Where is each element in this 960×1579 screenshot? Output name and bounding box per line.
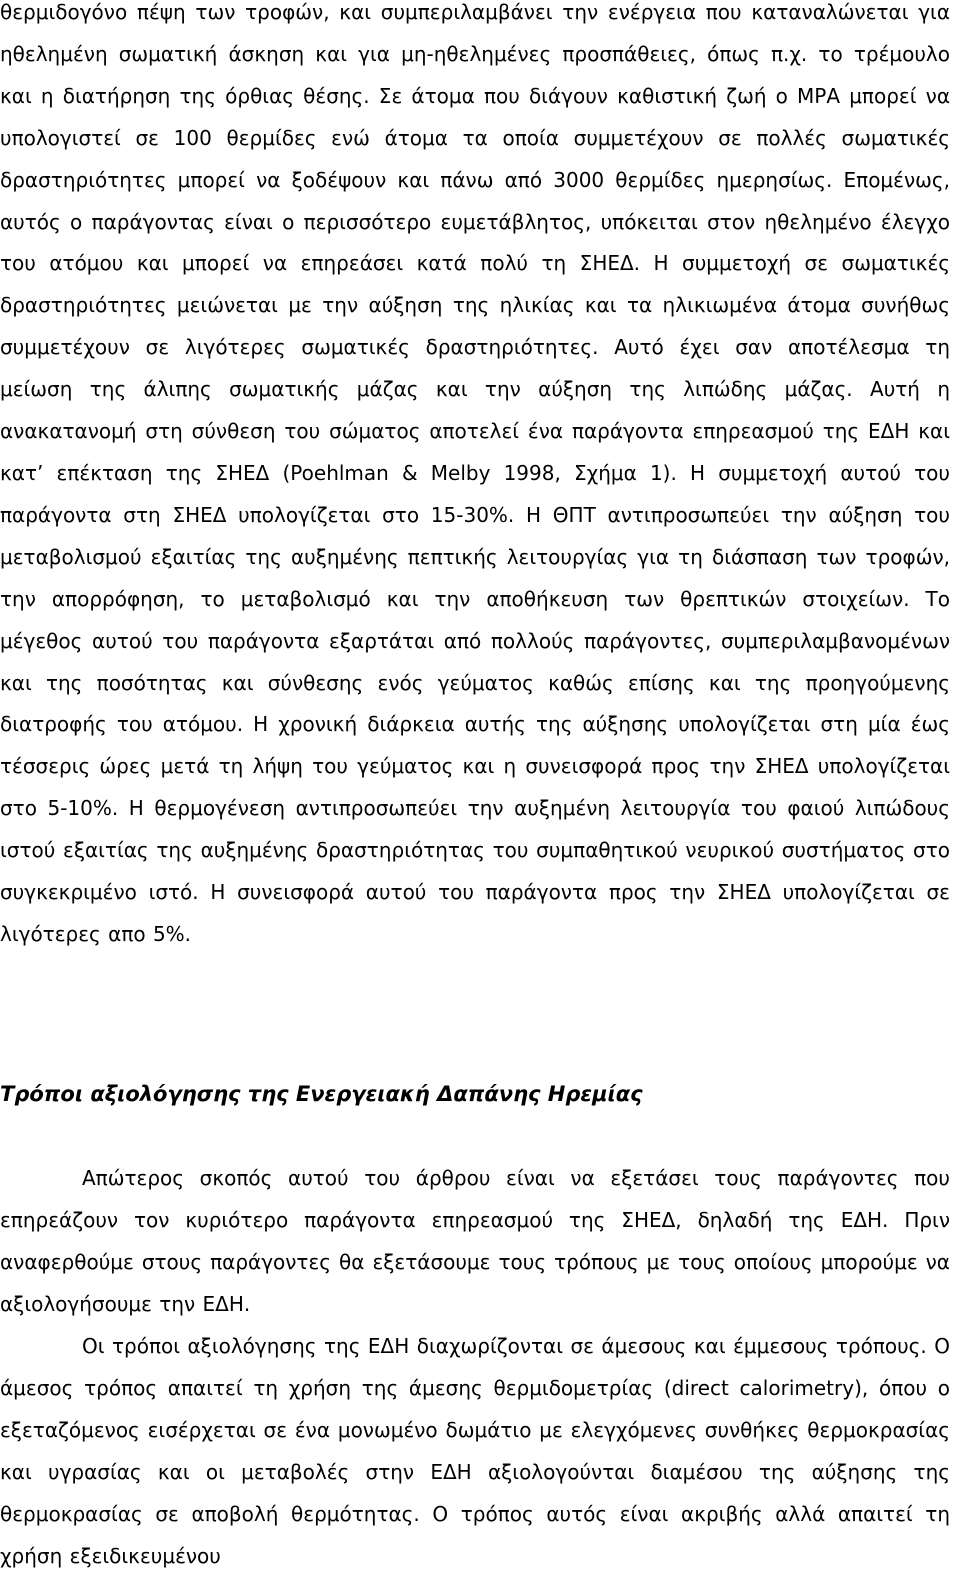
body-paragraph-3: Οι τρόποι αξιολόγησης της ΕΔΗ διαχωρίζονται σε άμεσους και έμμεσους τρόπους. Ο άμεσος τρόπος απαιτεί τη χρήση της άμεσης θερμιδομετρίας (direct calorimetry), όπου ο εξεταζόμενος εισέρχεται σε ένα μονωμένο δωμάτιο με ελεγχόμενες συνθήκες θερμοκρασίας και υγρασίας και οι μεταβολές στην ΕΔΗ αξιολογούνται διαμέσου της αύξησης της θερμοκρασίας σε αποβολή θερμότητας. Ο τρόπος αυτός είναι ακριβής αλλά απαιτεί τη χρήση εξειδικευμένου [0,1334,950,1568]
body-paragraph-1: θερμιδογόνο πέψη των τροφών, και συμπεριλαμβάνει την ενέργεια που καταναλώνεται για ηθελημένη σωματική άσκηση και για μη-ηθελημένες προσπάθειες, όπως π.χ. το τρέμουλο και η διατήρηση της όρθιας θέσης. Σε άτομα που διάγουν καθιστική ζωή ο ΜΡΑ μπορεί να υπολογιστεί σε 100 θερμίδες ενώ άτομα τα οποία συμμετέχουν σε πολλές σωματικές δραστηριότητες μπορεί να ξοδέψουν και πάνω από 3000 θερμίδες ημερησίως. Επομένως, αυτός ο παράγοντας είναι ο περισσότερο ευμετάβλητος, υπόκειται στον ηθελημένο έλεγχο του ατόμου και μπορεί να επηρεάσει κατά πολύ τη ΣΗΕΔ. Η συμμετοχή σε σωματικές δραστηριότητες μειώνεται με την αύξηση της ηλικίας και τα ηλικιωμένα άτομα συνήθως συμμετέχουν σε λιγότερες σωματικές δραστηριότητες. Αυτό έχει σαν αποτέλεσμα τη μείωση της άλιπης σωματικής μάζας και την αύξηση της λιπώδης μάζας. Αυτή η ανακατανομή στη σύνθεση του σώματος αποτελεί ένα παράγοντα επηρεασμού της ΕΔΗ και κατ’ επέκταση της ΣΗΕΔ (Poehlman & Melby 1998, Σχήμα 1). Η συμμετοχή αυτού του παράγοντα στη ΣΗΕΔ υπολογίζεται στο 15-30%. Η ΘΠΤ αντιπροσωπεύει την αύξηση του μεταβολισμού εξαιτίας της αυξημένης πεπτικής λειτουργίας για τη διάσπαση των τροφών, την απορρόφηση, το μεταβολισμό και την αποθήκευση των θρεπτικών στοιχείων. Το μέγεθος αυτού του παράγοντα εξαρτάται από πολλούς παράγοντες, συμπεριλαμβανομένων και της ποσότητας και σύνθεσης ενός γεύματος καθώς επίσης και της προηγούμενης διατροφής του ατόμου. Η χρονική διάρκεια αυτής της αύξησης υπολογίζεται στη μία έως τέσσερις ώρες μετά τη λήψη του γεύματος και η συνεισφορά προς την ΣΗΕΔ υπολογίζεται στο 5-10%. Η θερμογένεση αντιπροσωπεύει την αυξημένη λειτουργία του φαιού λιπώδους ιστού εξαιτίας της αυξημένης δραστηριότητας του συμπαθητικού νευρικού συστήματος στο συγκεκριμένο ιστό. Η συνεισφορά αυτού του παράγοντα προς την ΣΗΕΔ υπολογίζεται σε λιγότερες απο 5%. [0,0,950,946]
section-heading: Τρόποι αξιολόγησης της Ενεργειακή Δαπάνης Ηρεμίας [0,1082,643,1106]
body-paragraph-2: Απώτερος σκοπός αυτού του άρθρου είναι να εξετάσει τους παράγοντες που επηρεάζουν τον κυριότερο παράγοντα επηρεασμού της ΣΗΕΔ, δηλαδή της ΕΔΗ. Πριν αναφερθούμε στους παράγοντες θα εξετάσουμε τους τρόπους με τους οποίους μπορούμε να αξιολογήσουμε την ΕΔΗ. [0,1166,950,1316]
